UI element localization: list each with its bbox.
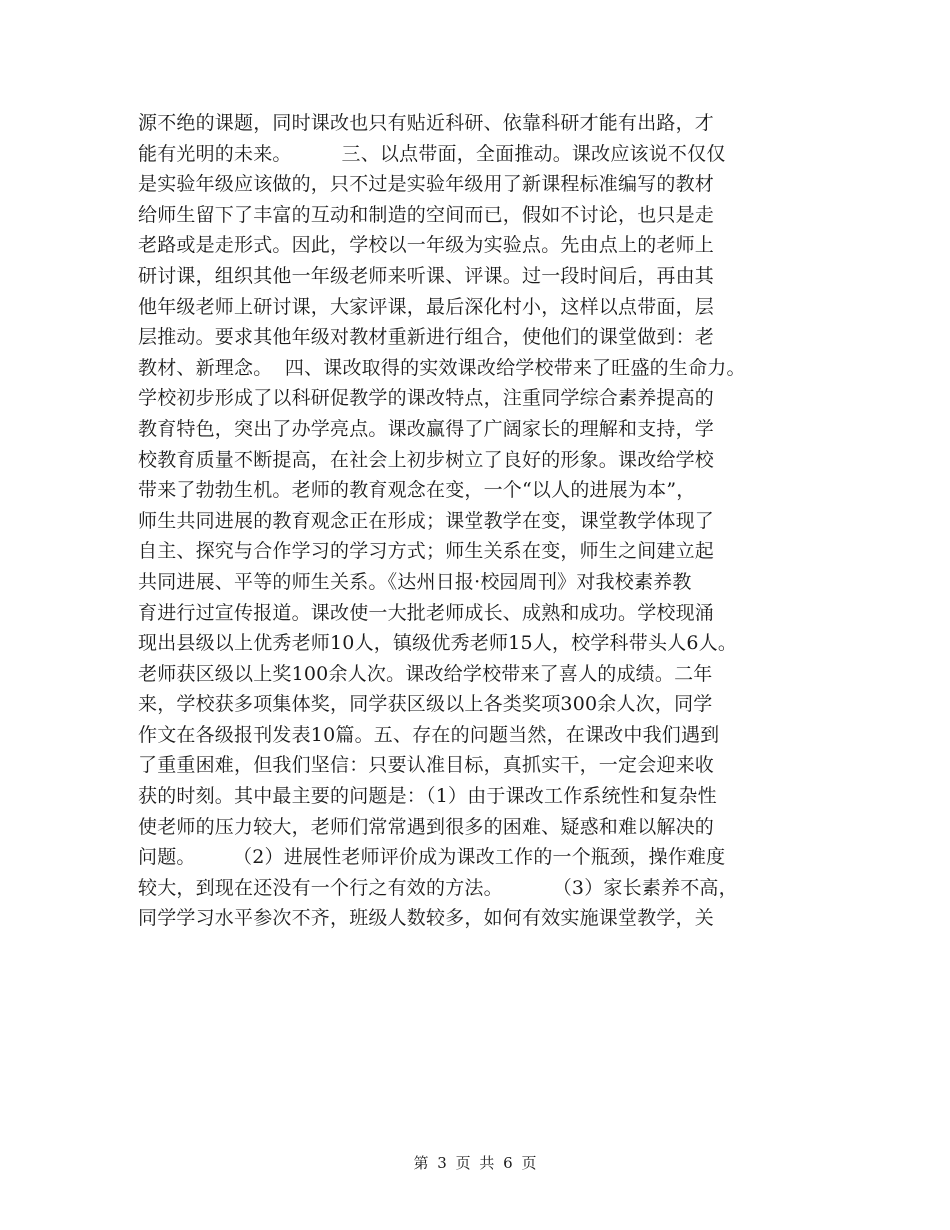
text-line: 共同进展、平等的师生关系。《达州日报·校园周刊》对我校素养教 — [138, 570, 692, 593]
text-line: 能有光明的未来。 三、以点带面，全面推动。课改应该说不仅仅 — [138, 142, 726, 165]
text-line: 老师获区级以上奖100余人次。课改给学校带来了喜人的成绩。二年 — [138, 662, 713, 685]
text-line: 获的时刻。其中最主要的问题是：（1）由于课改工作系统性和复杂性 — [138, 785, 717, 808]
text-line: 带来了勃勃生机。老师的教育观念在变，一个“以人的进展为本”， — [138, 479, 696, 502]
text-line: 较大，到现在还没有一个行之有效的方法。 （3）家长素养不高， — [138, 876, 738, 899]
text-line: 作文在各级报刊发表10篇。五、存在的问题当然，在课改中我们遇到 — [138, 723, 720, 746]
text-line: 校教育质量不断提高，在社会上初步树立了良好的形象。课改给学校 — [138, 448, 715, 471]
text-line: 问题。 （2）进展性老师评价成为课改工作的一个瓶颈，操作难度 — [138, 846, 726, 869]
text-line: 育进行过宣传报道。课改使一大批老师成长、成熟和成功。学校现涌 — [138, 601, 715, 624]
text-line: 研讨课，组织其他一年级老师来听课、评课。过一段时间后，再由其 — [138, 264, 715, 287]
text-line: 是实验年级应该做的，只不过是实验年级用了新课程标准编写的教材 — [138, 173, 715, 196]
text-line: 自主、探究与合作学习的学习方式；师生关系在变，师生之间建立起 — [138, 540, 715, 563]
text-line: 老路或是走形式。因此，学校以一年级为实验点。先由点上的老师上 — [138, 234, 715, 257]
text-line: 使老师的压力较大，老师们常常遇到很多的困难、疑惑和难以解决的 — [138, 815, 715, 838]
text-line: 同学学习水平参次不齐，班级人数较多，如何有效实施课堂教学，关 — [138, 907, 715, 930]
text-line: 层推动。要求其他年级对教材重新进行组合，使他们的课堂做到：老 — [138, 326, 715, 349]
page-number: 第 3 页 共 6 页 — [413, 1154, 537, 1172]
body-text — [138, 108, 838, 934]
text-line: 源不绝的课题，同时课改也只有贴近科研、依靠科研才能有出路，才 — [138, 112, 715, 134]
text-line: 了重重困难，但我们坚信：只要认准目标，真抓实干，一定会迎来收 — [138, 754, 715, 777]
text-line: 现出县级以上优秀老师10人，镇级优秀老师15人，校学科带头人6人。 — [138, 632, 738, 655]
text-line: 给师生留下了丰富的互动和制造的空间而已，假如不讨论，也只是走 — [138, 203, 715, 226]
text-line: 教材、新理念。 四、课改取得的实效课改给学校带来了旺盛的生命力。 — [138, 356, 746, 379]
text-line: 学校初步形成了以科研促教学的课改特点，注重同学综合素养提高的 — [138, 387, 715, 410]
text-line: 来，学校获多项集体奖，同学获区级以上各类奖项300余人次，同学 — [138, 693, 713, 716]
text-line: 他年级老师上研讨课，大家评课，最后深化村小，这样以点带面，层 — [138, 295, 715, 318]
text-line: 教育特色，突出了办学亮点。课改赢得了广阔家长的理解和支持，学 — [138, 417, 715, 440]
text-line: 师生共同进展的教育观念正在形成；课堂教学在变，课堂教学体现了 — [138, 509, 715, 532]
